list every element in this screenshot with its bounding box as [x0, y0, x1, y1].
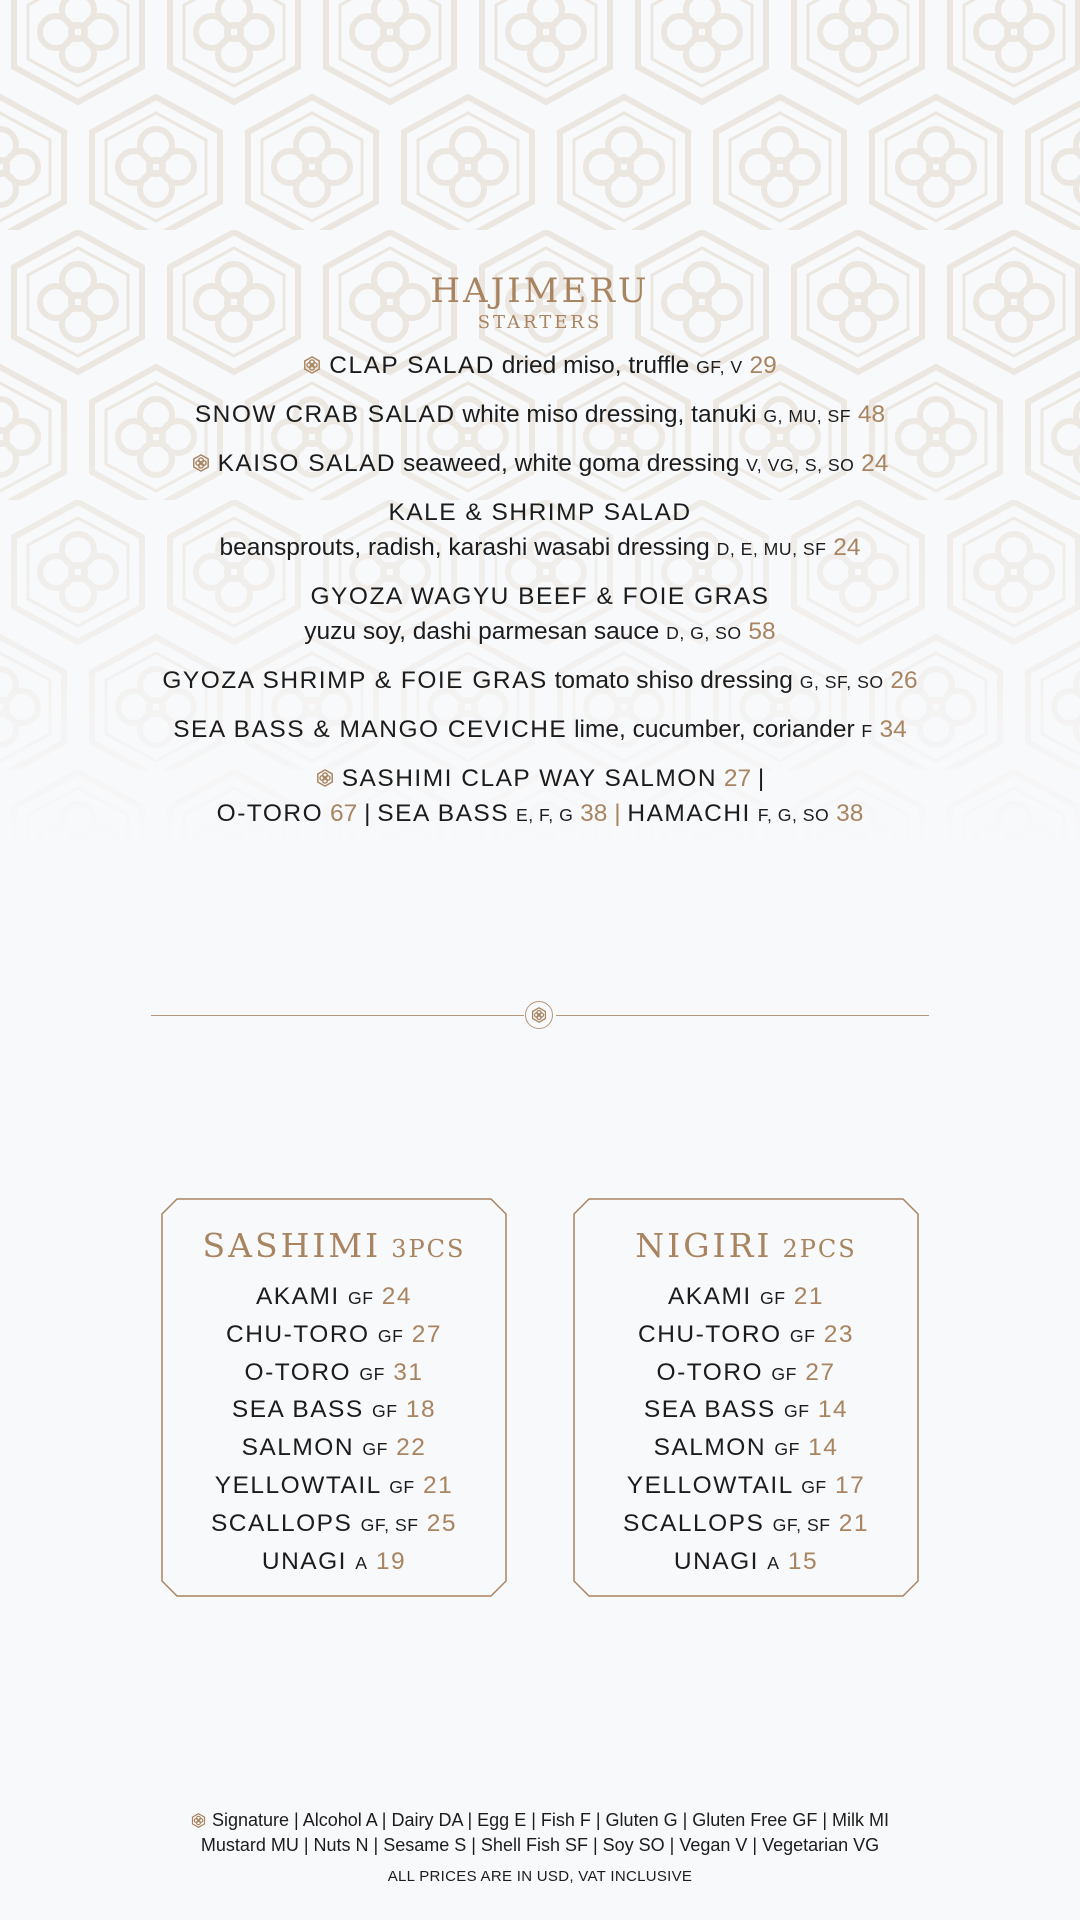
item-allergens: G, MU, SF	[763, 406, 852, 426]
item-price: 24	[833, 534, 861, 561]
sashimi-item	[161, 1468, 507, 1506]
item-name: CHU-TORO	[638, 1320, 782, 1348]
item-name: SEA BASS	[643, 1396, 776, 1424]
item-name: SCALLOPS	[210, 1509, 353, 1537]
variant-otoro-name: O-TORO	[216, 800, 324, 827]
card-title-text: SASHIMI	[202, 1226, 382, 1265]
item-price: 15	[787, 1547, 819, 1575]
divider-line-right	[556, 1015, 929, 1016]
item-name: SEA BASS	[231, 1396, 364, 1424]
item-allergens: GF	[359, 1363, 385, 1384]
item-allergens: GF	[774, 1439, 800, 1460]
item-name: SEA BASS & MANGO CEVICHE	[173, 716, 568, 743]
item-price: 34	[879, 716, 907, 743]
card-piece-count: 2PCS	[782, 1235, 857, 1263]
item-name: O-TORO	[656, 1358, 764, 1386]
menu-item-sashimi-clap-way	[0, 761, 1080, 833]
item-name: SALMON	[241, 1434, 363, 1462]
item-allergens: GF	[789, 1325, 816, 1346]
item-price: 26	[890, 667, 918, 694]
item-price: 31	[393, 1358, 424, 1386]
item-name: GYOZA WAGYU BEEF & FOIE GRAS	[310, 583, 770, 610]
card-title	[573, 1226, 919, 1269]
separator: |	[364, 800, 371, 827]
item-allergens: GF	[377, 1325, 404, 1346]
signature-flower-icon	[192, 454, 210, 472]
menu-item-kale-shrimp-salad	[0, 495, 1080, 567]
divider-badge	[525, 1001, 553, 1029]
menu-item-gyoza-wagyu	[0, 579, 1080, 651]
sashimi-item	[161, 1355, 507, 1393]
legend-line-2: Mustard MU | Nuts N | Sesame S | Shell Fish SF | Soy SO | Vegan V | Vegetarian VG	[200, 1835, 880, 1855]
item-allergens: GF	[348, 1288, 374, 1308]
item-price: 27	[805, 1358, 836, 1386]
card-piece-count: 3PCS	[391, 1235, 466, 1263]
signature-flower-icon	[303, 356, 321, 374]
item-price: 27	[411, 1320, 442, 1348]
allergen-legend	[0, 1808, 1080, 1889]
item-price: 21	[838, 1509, 870, 1537]
sashimi-item	[161, 1392, 507, 1430]
nigiri-card	[573, 1198, 919, 1597]
item-name: YELLOWTAIL	[214, 1471, 381, 1499]
item-name: O-TORO	[244, 1358, 352, 1386]
separator: |	[757, 765, 765, 792]
item-name: CHU-TORO	[226, 1320, 370, 1348]
variant-seabass-allergens: E, F, G	[515, 805, 574, 825]
starters-list	[0, 348, 1080, 833]
item-price: 21	[793, 1283, 825, 1310]
item-allergens: D, G, SO	[666, 623, 742, 643]
legend-line-1	[0, 1808, 1080, 1833]
item-allergens: GF, SF	[360, 1514, 419, 1535]
item-price: 21	[422, 1471, 454, 1499]
sashimi-list	[161, 1279, 507, 1581]
menu-item-clap-salad	[0, 348, 1080, 385]
signature-flower-icon	[316, 769, 334, 787]
item-price: 48	[857, 401, 886, 428]
price-note: ALL PRICES ARE IN USD, VAT INCLUSIVE	[387, 1868, 693, 1885]
item-allergens: GF	[771, 1363, 797, 1384]
item-price: 29	[749, 352, 777, 379]
item-price: 24	[861, 450, 889, 477]
item-name: GYOZA SHRIMP & FOIE GRAS	[162, 667, 548, 694]
nigiri-item	[573, 1544, 919, 1582]
nigiri-item	[573, 1317, 919, 1355]
item-price: 24	[381, 1283, 413, 1310]
item-name: AKAMI	[667, 1283, 752, 1310]
item-name: SASHIMI CLAP WAY SALMON	[341, 765, 718, 792]
variant-otoro-price: 67	[330, 800, 358, 827]
menu-item-kaiso-salad	[0, 446, 1080, 483]
menu-item-snow-crab-salad	[0, 397, 1080, 434]
item-description: seaweed, white goma dressing	[402, 450, 740, 477]
nigiri-list	[573, 1279, 919, 1581]
menu-item-gyoza-shrimp	[0, 663, 1080, 700]
item-allergens: A	[355, 1552, 368, 1573]
nigiri-item	[573, 1392, 919, 1430]
item-allergens: GF	[760, 1288, 786, 1308]
variant-seabass-price: 38	[580, 800, 608, 827]
item-allergens: GF	[389, 1476, 415, 1497]
variant-seabass-name: SEA BASS	[377, 800, 510, 827]
item-price: 25	[426, 1509, 458, 1537]
nigiri-item	[573, 1468, 919, 1506]
item-name: YELLOWTAIL	[626, 1471, 793, 1499]
card-title-text: NIGIRI	[635, 1226, 773, 1265]
sashimi-item	[161, 1544, 507, 1582]
nigiri-item	[573, 1506, 919, 1544]
item-price: 18	[405, 1396, 437, 1424]
item-description: dried miso, truffle	[501, 352, 690, 379]
item-description: yuzu soy, dashi parmesan sauce	[304, 618, 660, 645]
item-name: KAISO SALAD	[217, 450, 397, 477]
item-description: white miso dressing, tanuki	[462, 401, 757, 428]
sashimi-card	[161, 1198, 507, 1597]
item-allergens: V, VG, S, SO	[746, 455, 855, 475]
divider-flower-icon	[531, 1007, 547, 1023]
item-allergens: GF	[362, 1439, 388, 1460]
item-name: SNOW CRAB SALAD	[194, 401, 456, 428]
item-name: AKAMI	[255, 1283, 340, 1310]
item-price: 58	[748, 618, 776, 645]
item-name: SALMON	[653, 1434, 775, 1462]
variant-hamachi-allergens: F, G, SO	[757, 805, 830, 825]
item-description: lime, cucumber, coriander	[574, 716, 855, 743]
item-name: SCALLOPS	[622, 1509, 765, 1537]
item-price: 22	[396, 1434, 427, 1462]
sashimi-item	[161, 1506, 507, 1544]
separator: |	[614, 800, 621, 827]
item-price: 17	[834, 1471, 866, 1499]
item-price: 19	[375, 1547, 407, 1575]
nigiri-item	[573, 1355, 919, 1393]
variant-hamachi-name: HAMACHI	[627, 800, 751, 827]
item-allergens: A	[767, 1552, 780, 1573]
item-allergens: GF, V	[696, 357, 743, 377]
nigiri-item	[573, 1430, 919, 1468]
section-title: HAJIMERU	[430, 271, 650, 311]
item-name: CLAP SALAD	[329, 352, 495, 379]
item-price: 27	[723, 765, 752, 792]
section-divider	[151, 1004, 929, 1028]
item-description: tomato shiso dressing	[554, 667, 793, 694]
divider-line-left	[151, 1015, 524, 1016]
sashimi-item	[161, 1430, 507, 1468]
item-allergens: GF	[372, 1401, 398, 1422]
menu-item-ceviche	[0, 712, 1080, 749]
item-price: 14	[817, 1396, 849, 1424]
item-name: UNAGI	[261, 1547, 347, 1575]
item-allergens: GF	[784, 1401, 810, 1422]
variant-hamachi-price: 38	[836, 800, 864, 827]
item-price: 23	[823, 1320, 854, 1348]
card-title	[161, 1226, 507, 1269]
signature-flower-icon	[191, 1813, 206, 1828]
sashimi-item	[161, 1317, 507, 1355]
item-allergens: G, SF, SO	[799, 672, 884, 692]
item-allergens: D, E, MU, SF	[716, 539, 827, 559]
item-price: 14	[808, 1434, 839, 1462]
section-subtitle: STARTERS	[477, 312, 603, 333]
item-allergens: GF, SF	[772, 1514, 831, 1535]
item-name: KALE & SHRIMP SALAD	[388, 499, 692, 526]
sashimi-item	[161, 1279, 507, 1317]
item-allergens: F	[861, 721, 873, 741]
legend-text-1: Signature | Alcohol A | Dairy DA | Egg E | Fish F | Gluten G | Gluten Free GF | Milk MI	[212, 1810, 889, 1830]
item-allergens: GF	[801, 1476, 827, 1497]
item-description: beansprouts, radish, karashi wasabi dressing	[219, 534, 710, 561]
item-name: UNAGI	[673, 1547, 759, 1575]
nigiri-item	[573, 1279, 919, 1317]
